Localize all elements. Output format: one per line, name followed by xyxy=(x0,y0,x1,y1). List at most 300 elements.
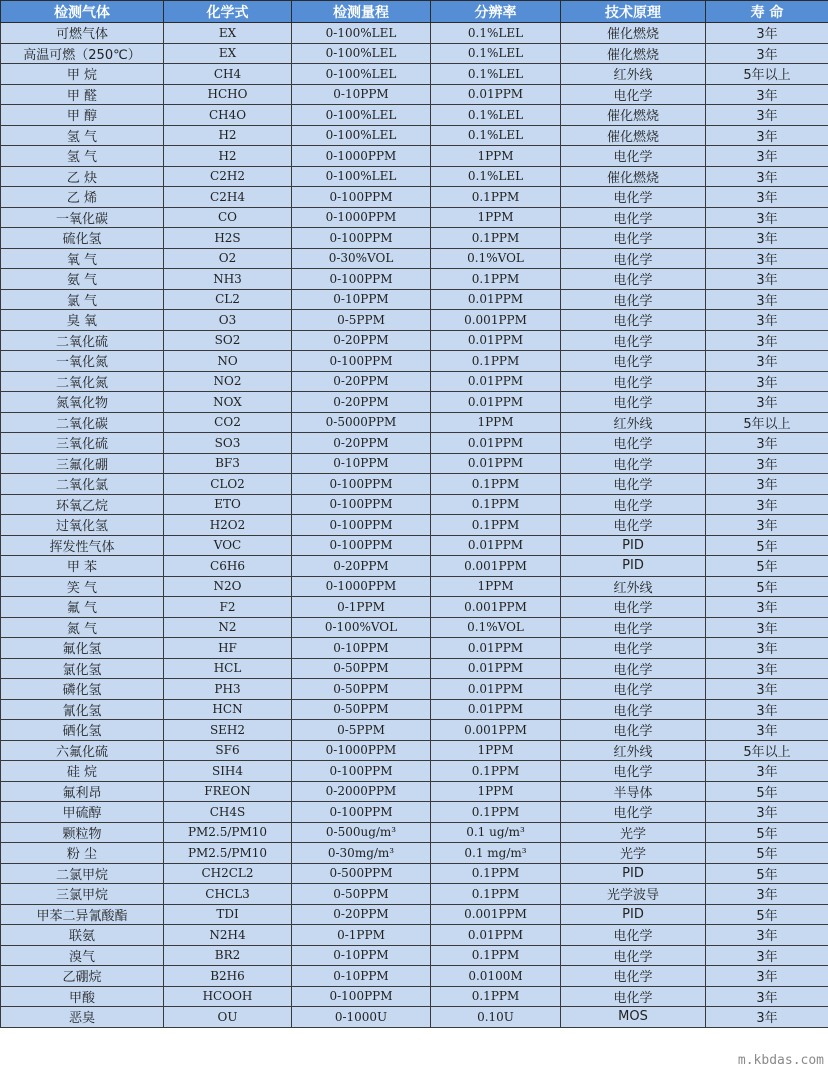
cell-lifespan: 3年 xyxy=(706,597,828,618)
cell-range: 0-20PPM xyxy=(292,392,431,413)
column-header-gas-name: 检测气体 xyxy=(1,1,164,23)
cell-resolution: 0.01PPM xyxy=(431,679,561,700)
table-row xyxy=(1,925,828,946)
cell-gas-name: 粉 尘 xyxy=(1,843,164,864)
cell-formula: TDI xyxy=(164,904,292,925)
cell-formula: SO2 xyxy=(164,330,292,351)
cell-lifespan: 3年 xyxy=(706,187,828,208)
table-row xyxy=(1,105,828,126)
cell-resolution: 0.1PPM xyxy=(431,945,561,966)
cell-resolution: 0.001PPM xyxy=(431,556,561,577)
cell-principle: 红外线 xyxy=(561,576,706,597)
cell-resolution: 0.1 mg/m³ xyxy=(431,843,561,864)
table-row xyxy=(1,228,828,249)
cell-formula: HCHO xyxy=(164,84,292,105)
cell-resolution: 0.001PPM xyxy=(431,904,561,925)
cell-principle: 红外线 xyxy=(561,740,706,761)
cell-resolution: 0.0100M xyxy=(431,966,561,987)
cell-lifespan: 3年 xyxy=(706,248,828,269)
cell-range: 0-10PPM xyxy=(292,638,431,659)
cell-resolution: 0.1PPM xyxy=(431,187,561,208)
cell-range: 0-100PPM xyxy=(292,228,431,249)
cell-lifespan: 5年 xyxy=(706,843,828,864)
cell-resolution: 0.01PPM xyxy=(431,330,561,351)
cell-range: 0-20PPM xyxy=(292,556,431,577)
cell-lifespan: 3年 xyxy=(706,474,828,495)
cell-formula: VOC xyxy=(164,535,292,556)
table-row xyxy=(1,535,828,556)
cell-lifespan: 3年 xyxy=(706,228,828,249)
cell-formula: H2S xyxy=(164,228,292,249)
cell-lifespan: 3年 xyxy=(706,453,828,474)
cell-formula: CH4O xyxy=(164,105,292,126)
cell-lifespan: 3年 xyxy=(706,720,828,741)
cell-resolution: 0.01PPM xyxy=(431,392,561,413)
cell-lifespan: 3年 xyxy=(706,884,828,905)
cell-resolution: 0.1PPM xyxy=(431,228,561,249)
cell-resolution: 0.1PPM xyxy=(431,761,561,782)
cell-formula: NH3 xyxy=(164,269,292,290)
cell-lifespan: 3年 xyxy=(706,1007,828,1028)
cell-lifespan: 3年 xyxy=(706,310,828,331)
cell-resolution: 0.1PPM xyxy=(431,269,561,290)
cell-principle: 催化燃烧 xyxy=(561,23,706,44)
cell-resolution: 0.01PPM xyxy=(431,289,561,310)
table-row xyxy=(1,761,828,782)
cell-lifespan: 5年以上 xyxy=(706,64,828,85)
cell-range: 0-1000PPM xyxy=(292,740,431,761)
cell-range: 0-100PPM xyxy=(292,351,431,372)
cell-gas-name: 磷化氢 xyxy=(1,679,164,700)
cell-principle: 电化学 xyxy=(561,945,706,966)
table-row xyxy=(1,720,828,741)
cell-range: 0-10PPM xyxy=(292,289,431,310)
table-row xyxy=(1,966,828,987)
cell-principle: 催化燃烧 xyxy=(561,43,706,64)
cell-principle: 电化学 xyxy=(561,658,706,679)
cell-gas-name: 氨 气 xyxy=(1,269,164,290)
cell-gas-name: 过氧化氢 xyxy=(1,515,164,536)
table-row xyxy=(1,904,828,925)
cell-lifespan: 5年以上 xyxy=(706,412,828,433)
cell-range: 0-1000PPM xyxy=(292,576,431,597)
cell-gas-name: 硫化氢 xyxy=(1,228,164,249)
table-row xyxy=(1,679,828,700)
cell-formula: SIH4 xyxy=(164,761,292,782)
cell-gas-name: 甲硫醇 xyxy=(1,802,164,823)
cell-resolution: 0.01PPM xyxy=(431,535,561,556)
cell-formula: H2O2 xyxy=(164,515,292,536)
cell-gas-name: 甲 烷 xyxy=(1,64,164,85)
cell-principle: 电化学 xyxy=(561,453,706,474)
cell-formula: OU xyxy=(164,1007,292,1028)
cell-formula: EX xyxy=(164,43,292,64)
cell-formula: NO xyxy=(164,351,292,372)
cell-lifespan: 5年 xyxy=(706,822,828,843)
table-row xyxy=(1,43,828,64)
table-row xyxy=(1,658,828,679)
table-row xyxy=(1,945,828,966)
cell-formula: B2H6 xyxy=(164,966,292,987)
cell-principle: 电化学 xyxy=(561,474,706,495)
cell-resolution: 0.01PPM xyxy=(431,658,561,679)
cell-lifespan: 3年 xyxy=(706,330,828,351)
cell-resolution: 0.001PPM xyxy=(431,310,561,331)
table-row xyxy=(1,166,828,187)
cell-resolution: 0.1PPM xyxy=(431,515,561,536)
cell-range: 0-10PPM xyxy=(292,84,431,105)
cell-range: 0-5PPM xyxy=(292,720,431,741)
cell-formula: PM2.5/PM10 xyxy=(164,822,292,843)
cell-gas-name: 甲 苯 xyxy=(1,556,164,577)
cell-lifespan: 5年 xyxy=(706,556,828,577)
cell-gas-name: 甲酸 xyxy=(1,986,164,1007)
cell-gas-name: 臭 氧 xyxy=(1,310,164,331)
cell-gas-name: 环氧乙烷 xyxy=(1,494,164,515)
cell-resolution: 0.1PPM xyxy=(431,863,561,884)
cell-lifespan: 3年 xyxy=(706,617,828,638)
cell-gas-name: 氰化氢 xyxy=(1,699,164,720)
cell-resolution: 1PPM xyxy=(431,781,561,802)
cell-range: 0-100%LEL xyxy=(292,64,431,85)
cell-principle: 催化燃烧 xyxy=(561,166,706,187)
cell-lifespan: 3年 xyxy=(706,945,828,966)
cell-resolution: 0.1%LEL xyxy=(431,166,561,187)
cell-resolution: 0.1%VOL xyxy=(431,248,561,269)
cell-resolution: 0.1%LEL xyxy=(431,105,561,126)
table-row xyxy=(1,474,828,495)
table-row xyxy=(1,576,828,597)
cell-resolution: 1PPM xyxy=(431,146,561,167)
cell-principle: 电化学 xyxy=(561,207,706,228)
cell-principle: 电化学 xyxy=(561,248,706,269)
cell-lifespan: 5年 xyxy=(706,781,828,802)
cell-principle: 催化燃烧 xyxy=(561,125,706,146)
cell-lifespan: 3年 xyxy=(706,699,828,720)
cell-range: 0-50PPM xyxy=(292,699,431,720)
cell-gas-name: 氟利昂 xyxy=(1,781,164,802)
cell-gas-name: 二氧化硫 xyxy=(1,330,164,351)
cell-lifespan: 3年 xyxy=(706,986,828,1007)
table-row xyxy=(1,371,828,392)
cell-formula: NOX xyxy=(164,392,292,413)
cell-range: 0-10PPM xyxy=(292,453,431,474)
cell-gas-name: 乙硼烷 xyxy=(1,966,164,987)
table-row xyxy=(1,556,828,577)
cell-formula: ETO xyxy=(164,494,292,515)
cell-range: 0-10PPM xyxy=(292,945,431,966)
cell-gas-name: 氮 气 xyxy=(1,617,164,638)
cell-lifespan: 3年 xyxy=(706,84,828,105)
cell-principle: 电化学 xyxy=(561,146,706,167)
cell-lifespan: 3年 xyxy=(706,105,828,126)
cell-lifespan: 3年 xyxy=(706,43,828,64)
table-row xyxy=(1,64,828,85)
cell-gas-name: 六氟化硫 xyxy=(1,740,164,761)
cell-gas-name: 二氧化氯 xyxy=(1,474,164,495)
cell-range: 0-50PPM xyxy=(292,679,431,700)
cell-resolution: 1PPM xyxy=(431,576,561,597)
cell-principle: 电化学 xyxy=(561,269,706,290)
table-row xyxy=(1,146,828,167)
cell-principle: 电化学 xyxy=(561,986,706,1007)
cell-gas-name: 氯 气 xyxy=(1,289,164,310)
column-header-range: 检测量程 xyxy=(292,1,431,23)
column-header-lifespan: 寿 命 xyxy=(706,1,828,23)
table-row xyxy=(1,23,828,44)
cell-gas-name: 甲苯二异氰酸酯 xyxy=(1,904,164,925)
table-row xyxy=(1,597,828,618)
table-row xyxy=(1,310,828,331)
cell-principle: 电化学 xyxy=(561,494,706,515)
cell-gas-name: 挥发性气体 xyxy=(1,535,164,556)
cell-formula: FREON xyxy=(164,781,292,802)
cell-formula: O2 xyxy=(164,248,292,269)
cell-gas-name: 一氧化碳 xyxy=(1,207,164,228)
cell-principle: 电化学 xyxy=(561,330,706,351)
cell-resolution: 0.01PPM xyxy=(431,699,561,720)
cell-range: 0-1PPM xyxy=(292,597,431,618)
cell-lifespan: 5年 xyxy=(706,576,828,597)
cell-gas-name: 氢 气 xyxy=(1,125,164,146)
cell-lifespan: 3年 xyxy=(706,433,828,454)
table-row xyxy=(1,617,828,638)
cell-range: 0-2000PPM xyxy=(292,781,431,802)
cell-lifespan: 3年 xyxy=(706,966,828,987)
cell-principle: PID xyxy=(561,556,706,577)
cell-principle: 电化学 xyxy=(561,617,706,638)
cell-lifespan: 3年 xyxy=(706,207,828,228)
cell-range: 0-30%VOL xyxy=(292,248,431,269)
cell-gas-name: 三氯甲烷 xyxy=(1,884,164,905)
cell-lifespan: 3年 xyxy=(706,371,828,392)
cell-principle: 电化学 xyxy=(561,228,706,249)
cell-resolution: 1PPM xyxy=(431,207,561,228)
cell-formula: SEH2 xyxy=(164,720,292,741)
cell-principle: 电化学 xyxy=(561,310,706,331)
cell-formula: HCOOH xyxy=(164,986,292,1007)
cell-principle: 半导体 xyxy=(561,781,706,802)
table-row xyxy=(1,781,828,802)
cell-resolution: 0.1 ug/m³ xyxy=(431,822,561,843)
cell-formula: HCN xyxy=(164,699,292,720)
cell-gas-name: 二氧化碳 xyxy=(1,412,164,433)
cell-principle: 电化学 xyxy=(561,925,706,946)
table-row xyxy=(1,330,828,351)
cell-formula: CH4 xyxy=(164,64,292,85)
cell-formula: CHCL3 xyxy=(164,884,292,905)
cell-lifespan: 5年 xyxy=(706,535,828,556)
cell-range: 0-100%LEL xyxy=(292,125,431,146)
table-row xyxy=(1,207,828,228)
cell-resolution: 0.1%LEL xyxy=(431,64,561,85)
table-row xyxy=(1,1007,828,1028)
cell-principle: PID xyxy=(561,863,706,884)
cell-principle: 电化学 xyxy=(561,515,706,536)
cell-range: 0-100%LEL xyxy=(292,43,431,64)
cell-lifespan: 3年 xyxy=(706,494,828,515)
cell-formula: PM2.5/PM10 xyxy=(164,843,292,864)
cell-gas-name: 溴气 xyxy=(1,945,164,966)
cell-range: 0-50PPM xyxy=(292,884,431,905)
table-row xyxy=(1,740,828,761)
cell-resolution: 0.1%LEL xyxy=(431,125,561,146)
cell-formula: NO2 xyxy=(164,371,292,392)
header-row xyxy=(1,1,828,23)
cell-resolution: 0.01PPM xyxy=(431,453,561,474)
cell-gas-name: 联氨 xyxy=(1,925,164,946)
cell-principle: 电化学 xyxy=(561,351,706,372)
cell-principle: MOS xyxy=(561,1007,706,1028)
cell-principle: 电化学 xyxy=(561,638,706,659)
cell-formula: CO xyxy=(164,207,292,228)
table-row xyxy=(1,515,828,536)
cell-resolution: 0.01PPM xyxy=(431,84,561,105)
cell-principle: 电化学 xyxy=(561,371,706,392)
cell-range: 0-20PPM xyxy=(292,371,431,392)
cell-formula: H2 xyxy=(164,146,292,167)
table-row xyxy=(1,699,828,720)
cell-principle: 电化学 xyxy=(561,699,706,720)
cell-gas-name: 笑 气 xyxy=(1,576,164,597)
cell-gas-name: 二氧化氮 xyxy=(1,371,164,392)
table-row xyxy=(1,494,828,515)
cell-gas-name: 高温可燃（250℃） xyxy=(1,43,164,64)
cell-gas-name: 氟化氢 xyxy=(1,638,164,659)
cell-gas-name: 氢 气 xyxy=(1,146,164,167)
cell-formula: N2H4 xyxy=(164,925,292,946)
cell-lifespan: 3年 xyxy=(706,269,828,290)
cell-resolution: 0.1PPM xyxy=(431,884,561,905)
table-row xyxy=(1,863,828,884)
cell-gas-name: 乙 炔 xyxy=(1,166,164,187)
table-row xyxy=(1,392,828,413)
cell-formula: N2 xyxy=(164,617,292,638)
table-row xyxy=(1,822,828,843)
cell-resolution: 0.001PPM xyxy=(431,720,561,741)
cell-lifespan: 3年 xyxy=(706,289,828,310)
table-row xyxy=(1,84,828,105)
cell-gas-name: 一氧化氮 xyxy=(1,351,164,372)
cell-resolution: 0.10U xyxy=(431,1007,561,1028)
cell-range: 0-100PPM xyxy=(292,986,431,1007)
cell-principle: 电化学 xyxy=(561,187,706,208)
cell-formula: CO2 xyxy=(164,412,292,433)
cell-formula: N2O xyxy=(164,576,292,597)
table-row xyxy=(1,187,828,208)
cell-formula: O3 xyxy=(164,310,292,331)
cell-formula: HCL xyxy=(164,658,292,679)
cell-gas-name: 氧 气 xyxy=(1,248,164,269)
cell-range: 0-100%LEL xyxy=(292,105,431,126)
cell-resolution: 0.1PPM xyxy=(431,351,561,372)
cell-lifespan: 3年 xyxy=(706,638,828,659)
cell-formula: CH4S xyxy=(164,802,292,823)
table-row xyxy=(1,351,828,372)
cell-formula: BR2 xyxy=(164,945,292,966)
cell-lifespan: 3年 xyxy=(706,515,828,536)
cell-lifespan: 3年 xyxy=(706,23,828,44)
cell-range: 0-100PPM xyxy=(292,515,431,536)
cell-principle: 电化学 xyxy=(561,597,706,618)
cell-resolution: 0.01PPM xyxy=(431,925,561,946)
cell-lifespan: 5年以上 xyxy=(706,740,828,761)
cell-gas-name: 甲 醛 xyxy=(1,84,164,105)
cell-formula: CLO2 xyxy=(164,474,292,495)
cell-lifespan: 3年 xyxy=(706,761,828,782)
cell-lifespan: 3年 xyxy=(706,925,828,946)
cell-gas-name: 氟 气 xyxy=(1,597,164,618)
cell-principle: PID xyxy=(561,535,706,556)
cell-resolution: 0.1%VOL xyxy=(431,617,561,638)
cell-resolution: 0.1%LEL xyxy=(431,43,561,64)
table-row xyxy=(1,125,828,146)
cell-resolution: 0.1PPM xyxy=(431,802,561,823)
cell-range: 0-100PPM xyxy=(292,802,431,823)
cell-range: 0-100PPM xyxy=(292,761,431,782)
cell-gas-name: 可燃气体 xyxy=(1,23,164,44)
column-header-principle: 技术原理 xyxy=(561,1,706,23)
table-row xyxy=(1,289,828,310)
cell-principle: 红外线 xyxy=(561,412,706,433)
watermark: m.kbdas.com xyxy=(737,1053,824,1068)
cell-principle: PID xyxy=(561,904,706,925)
cell-gas-name: 硅 烷 xyxy=(1,761,164,782)
cell-resolution: 0.001PPM xyxy=(431,597,561,618)
table-row xyxy=(1,412,828,433)
cell-resolution: 0.1PPM xyxy=(431,474,561,495)
cell-lifespan: 3年 xyxy=(706,679,828,700)
cell-formula: C6H6 xyxy=(164,556,292,577)
table-row xyxy=(1,433,828,454)
cell-range: 0-20PPM xyxy=(292,330,431,351)
cell-formula: HF xyxy=(164,638,292,659)
column-header-formula: 化学式 xyxy=(164,1,292,23)
table-row xyxy=(1,843,828,864)
table-row xyxy=(1,269,828,290)
cell-principle: 电化学 xyxy=(561,84,706,105)
cell-range: 0-30mg/m³ xyxy=(292,843,431,864)
cell-range: 0-100PPM xyxy=(292,494,431,515)
cell-formula: PH3 xyxy=(164,679,292,700)
cell-lifespan: 5年 xyxy=(706,863,828,884)
cell-range: 0-1PPM xyxy=(292,925,431,946)
cell-gas-name: 乙 烯 xyxy=(1,187,164,208)
cell-lifespan: 3年 xyxy=(706,658,828,679)
cell-principle: 电化学 xyxy=(561,802,706,823)
cell-resolution: 0.1%LEL xyxy=(431,23,561,44)
cell-resolution: 0.1PPM xyxy=(431,986,561,1007)
cell-range: 0-5000PPM xyxy=(292,412,431,433)
cell-gas-name: 恶臭 xyxy=(1,1007,164,1028)
cell-principle: 催化燃烧 xyxy=(561,105,706,126)
cell-range: 0-1000PPM xyxy=(292,207,431,228)
cell-range: 0-1000PPM xyxy=(292,146,431,167)
cell-principle: 电化学 xyxy=(561,679,706,700)
cell-formula: C2H2 xyxy=(164,166,292,187)
cell-range: 0-500ug/m³ xyxy=(292,822,431,843)
cell-range: 0-20PPM xyxy=(292,904,431,925)
cell-formula: CL2 xyxy=(164,289,292,310)
cell-range: 0-100%LEL xyxy=(292,166,431,187)
cell-principle: 光学 xyxy=(561,822,706,843)
cell-lifespan: 3年 xyxy=(706,166,828,187)
cell-resolution: 1PPM xyxy=(431,412,561,433)
cell-range: 0-100PPM xyxy=(292,269,431,290)
cell-range: 0-100%VOL xyxy=(292,617,431,638)
cell-gas-name: 硒化氢 xyxy=(1,720,164,741)
cell-range: 0-500PPM xyxy=(292,863,431,884)
